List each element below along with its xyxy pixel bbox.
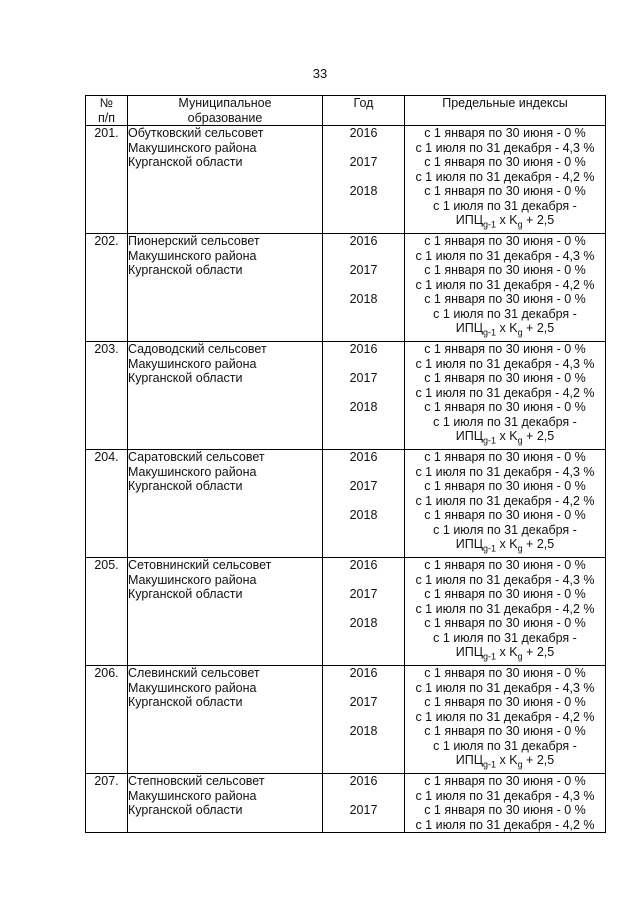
- index-formula: [405, 213, 605, 228]
- table-row: [86, 558, 606, 666]
- year-value: 2016: [349, 666, 378, 680]
- table-row: [86, 666, 606, 774]
- formula-multiply-k: x K: [496, 753, 518, 767]
- row-number: 205.: [86, 558, 128, 666]
- index-line: с 1 июля по 31 декабря - 4,2 %: [415, 709, 595, 724]
- index-line: с 1 января по 30 июня - 0 %: [424, 342, 586, 356]
- year-value: 2018: [349, 616, 378, 630]
- index-cell: [405, 558, 606, 666]
- year-value: 2018: [349, 184, 378, 198]
- municipality-line: Пионерский сельсовет: [128, 234, 260, 248]
- municipality-line: Макушинского района: [128, 248, 257, 263]
- year-value: 2018: [349, 724, 378, 738]
- municipality-line: Курганской области: [128, 155, 243, 169]
- index-line: с 1 июля по 31 декабря - 4,2 %: [415, 277, 595, 292]
- formula-ipc: ИПЦ: [455, 645, 483, 659]
- formula-ipc-subscript: g-1: [483, 651, 497, 662]
- formula-ipc: ИПЦ: [455, 537, 483, 551]
- header-indexes: [405, 96, 606, 126]
- year-cell: [323, 126, 405, 234]
- municipality-line: Макушинского района: [128, 464, 257, 479]
- table-row: [86, 126, 606, 234]
- index-line: с 1 января по 30 июня - 0 %: [424, 292, 586, 306]
- municipality-line: Курганской области: [128, 587, 243, 601]
- municipality-line: Степновский сельсовет: [128, 774, 265, 788]
- row-number: 206.: [86, 666, 128, 774]
- municipality-cell: [128, 666, 323, 774]
- table-row: [86, 774, 606, 833]
- municipality-line: Макушинского района: [128, 356, 257, 371]
- formula-k-subscript: g: [517, 543, 523, 554]
- index-line: с 1 января по 30 июня - 0 %: [424, 371, 586, 385]
- index-cell: [405, 342, 606, 450]
- formula-ipc-subscript: g-1: [483, 219, 497, 230]
- formula-addend: + 2,5: [522, 213, 555, 227]
- year-value: 2017: [349, 371, 378, 385]
- row-number: 207.: [86, 774, 128, 833]
- header-municipality-line1: Муниципальное: [178, 96, 272, 110]
- municipality-line: Саратовский сельсовет: [128, 450, 265, 464]
- year-cell: [323, 450, 405, 558]
- municipality-line: Курганской области: [128, 479, 243, 493]
- municipality-line: Обутковский сельсовет: [128, 126, 264, 140]
- index-formula: [405, 645, 605, 660]
- formula-multiply-k: x K: [496, 321, 518, 335]
- formula-addend: + 2,5: [522, 537, 555, 551]
- year-value: 2018: [349, 508, 378, 522]
- header-municipality-line2: образование: [187, 110, 263, 125]
- index-formula: [405, 321, 605, 336]
- municipality-line: Курганской области: [128, 695, 243, 709]
- index-line: с 1 июля по 31 декабря -: [433, 522, 577, 537]
- formula-multiply-k: x K: [496, 213, 518, 227]
- index-line: с 1 июля по 31 декабря - 4,3 %: [415, 680, 595, 695]
- index-line: с 1 июля по 31 декабря -: [433, 198, 577, 213]
- index-cell: [405, 666, 606, 774]
- formula-k-subscript: g: [517, 651, 523, 662]
- index-cell: [405, 450, 606, 558]
- index-line: с 1 января по 30 июня - 0 %: [424, 616, 586, 630]
- formula-ipc: ИПЦ: [455, 429, 483, 443]
- year-value: 2017: [349, 803, 378, 817]
- year-cell: [323, 342, 405, 450]
- year-value: 2018: [349, 292, 378, 306]
- index-cell: [405, 234, 606, 342]
- index-line: с 1 июля по 31 декабря -: [433, 738, 577, 753]
- index-formula: [405, 753, 605, 768]
- index-line: с 1 июля по 31 декабря - 4,3 %: [415, 140, 595, 155]
- year-value: 2016: [349, 126, 378, 140]
- header-year: [323, 96, 405, 126]
- index-line: с 1 января по 30 июня - 0 %: [424, 695, 586, 709]
- year-value: 2017: [349, 695, 378, 709]
- formula-multiply-k: x K: [496, 537, 518, 551]
- index-line: с 1 июля по 31 декабря -: [433, 306, 577, 321]
- year-value: 2016: [349, 234, 378, 248]
- municipality-line: Макушинского района: [128, 788, 257, 803]
- index-line: с 1 января по 30 июня - 0 %: [424, 450, 586, 464]
- header-year-label: Год: [353, 96, 374, 110]
- year-value: 2018: [349, 400, 378, 414]
- table-header-row: [86, 96, 606, 126]
- year-value: 2017: [349, 587, 378, 601]
- index-line: с 1 января по 30 июня - 0 %: [424, 508, 586, 522]
- index-line: с 1 июля по 31 декабря -: [433, 414, 577, 429]
- index-line: с 1 июля по 31 декабря - 4,3 %: [415, 356, 595, 371]
- index-line: с 1 января по 30 июня - 0 %: [424, 587, 586, 601]
- row-number: 201.: [86, 126, 128, 234]
- index-line: с 1 января по 30 июня - 0 %: [424, 184, 586, 198]
- index-cell: [405, 126, 606, 234]
- index-line: с 1 июля по 31 декабря - 4,2 %: [415, 385, 595, 400]
- index-line: с 1 июля по 31 декабря - 4,2 %: [415, 817, 595, 832]
- index-cell: [405, 774, 606, 833]
- formula-addend: + 2,5: [522, 321, 555, 335]
- formula-ipc-subscript: g-1: [483, 759, 497, 770]
- index-line: с 1 января по 30 июня - 0 %: [424, 558, 586, 572]
- index-line: с 1 января по 30 июня - 0 %: [424, 126, 586, 140]
- formula-ipc: ИПЦ: [455, 213, 483, 227]
- year-cell: [323, 234, 405, 342]
- index-line: с 1 июля по 31 декабря - 4,2 %: [415, 169, 595, 184]
- index-line: с 1 июля по 31 декабря - 4,2 %: [415, 493, 595, 508]
- formula-addend: + 2,5: [522, 429, 555, 443]
- index-line: с 1 января по 30 июня - 0 %: [424, 479, 586, 493]
- index-line: с 1 июля по 31 декабря - 4,3 %: [415, 788, 595, 803]
- header-number: [86, 96, 128, 126]
- index-line: с 1 января по 30 июня - 0 %: [424, 774, 586, 788]
- page-number: 33: [312, 66, 328, 81]
- index-formula: [405, 429, 605, 444]
- formula-multiply-k: x K: [496, 645, 518, 659]
- formula-ipc-subscript: g-1: [483, 327, 497, 338]
- index-line: с 1 января по 30 июня - 0 %: [424, 155, 586, 169]
- formula-multiply-k: x K: [496, 429, 518, 443]
- table-row: [86, 450, 606, 558]
- year-value: 2017: [349, 479, 378, 493]
- header-municipality: [128, 96, 323, 126]
- index-line: с 1 июля по 31 декабря - 4,3 %: [415, 464, 595, 479]
- municipality-line: Курганской области: [128, 263, 243, 277]
- municipality-line: Садоводский сельсовет: [128, 342, 267, 356]
- index-line: с 1 января по 30 июня - 0 %: [424, 400, 586, 414]
- municipality-cell: [128, 234, 323, 342]
- formula-ipc-subscript: g-1: [483, 543, 497, 554]
- municipality-cell: [128, 342, 323, 450]
- formula-k-subscript: g: [517, 327, 523, 338]
- formula-addend: + 2,5: [522, 645, 555, 659]
- municipality-cell: [128, 450, 323, 558]
- header-indexes-label: Предельные индексы: [442, 96, 568, 110]
- row-number: 204.: [86, 450, 128, 558]
- index-line: с 1 июля по 31 декабря - 4,2 %: [415, 601, 595, 616]
- municipality-cell: [128, 126, 323, 234]
- year-cell: [323, 774, 405, 833]
- formula-ipc: ИПЦ: [455, 321, 483, 335]
- year-value: 2016: [349, 450, 378, 464]
- row-number: 203.: [86, 342, 128, 450]
- header-number-line2: п/п: [97, 110, 115, 125]
- index-line: с 1 января по 30 июня - 0 %: [424, 263, 586, 277]
- year-value: 2016: [349, 774, 378, 788]
- index-formula: [405, 537, 605, 552]
- formula-ipc: ИПЦ: [455, 753, 483, 767]
- header-number-line1: №: [99, 96, 114, 110]
- municipality-line: Курганской области: [128, 803, 243, 817]
- table-row: [86, 234, 606, 342]
- municipality-line: Курганской области: [128, 371, 243, 385]
- year-cell: [323, 666, 405, 774]
- municipality-cell: [128, 774, 323, 833]
- index-line: с 1 июля по 31 декабря - 4,3 %: [415, 572, 595, 587]
- year-cell: [323, 558, 405, 666]
- year-value: 2016: [349, 558, 378, 572]
- municipality-line: Сетовнинский сельсовет: [128, 558, 272, 572]
- row-number: 202.: [86, 234, 128, 342]
- formula-k-subscript: g: [517, 759, 523, 770]
- year-value: 2016: [349, 342, 378, 356]
- tariff-index-table: [85, 95, 606, 833]
- table-row: [86, 342, 606, 450]
- formula-k-subscript: g: [517, 435, 523, 446]
- formula-addend: + 2,5: [522, 753, 555, 767]
- index-line: с 1 июля по 31 декабря - 4,3 %: [415, 248, 595, 263]
- index-line: с 1 января по 30 июня - 0 %: [424, 724, 586, 738]
- municipality-line: Макушинского района: [128, 572, 257, 587]
- year-value: 2017: [349, 263, 378, 277]
- municipality-line: Слевинский сельсовет: [128, 666, 260, 680]
- index-line: с 1 января по 30 июня - 0 %: [424, 666, 586, 680]
- year-value: 2017: [349, 155, 378, 169]
- formula-ipc-subscript: g-1: [483, 435, 497, 446]
- formula-k-subscript: g: [517, 219, 523, 230]
- index-line: с 1 января по 30 июня - 0 %: [424, 234, 586, 248]
- index-line: с 1 января по 30 июня - 0 %: [424, 803, 586, 817]
- municipality-cell: [128, 558, 323, 666]
- municipality-line: Макушинского района: [128, 140, 257, 155]
- municipality-line: Макушинского района: [128, 680, 257, 695]
- index-line: с 1 июля по 31 декабря -: [433, 630, 577, 645]
